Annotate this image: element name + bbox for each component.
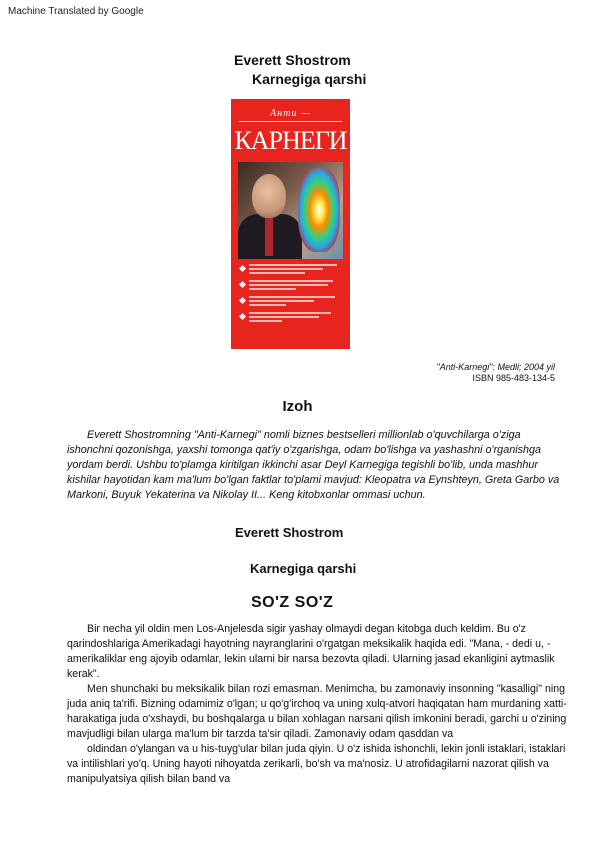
publisher-line: "Anti-Karnegi": Medli; 2004 yil — [436, 362, 555, 372]
cover-bullet — [240, 280, 342, 292]
cover-swirl-graphic — [298, 168, 340, 252]
cover-photo-face — [252, 174, 286, 218]
cover-bullet — [240, 312, 342, 324]
foreword-body — [67, 622, 569, 787]
annotation-text: Everett Shostromning "Anti-Karnegi" nomli biznes bestselleri millionlab o'quvchilarga o'ziga ishonchni qozonishga, yaxshi tomonga qat'iy o'zgarishga, odam bo'lishga va yashashni o'rganishga yordam berdi. Ushbu to'plamga kiritilgan ikkinchi asar Deyl Karnegiga tegishli bo'lib, unda mashhur kishilar hayotidan kam ma'lum bo'lgan faktlar to'plami mavjud: Kleopatra va Eynshteyn, Greta Garbo va Markoni, Buyuk Yekaterina va Nikolay II... Keng kitobxonlar ommasi uchun. — [67, 429, 560, 501]
section-author: Everett Shostrom — [235, 525, 344, 540]
foreword-heading: SO'Z SO'Z — [251, 594, 334, 611]
cover-divider — [239, 121, 342, 122]
book-title: Karnegiga qarshi — [252, 71, 367, 87]
cover-anti-label: Анти — — [270, 108, 311, 119]
cover-bullet-list — [240, 264, 342, 328]
publication-info — [437, 362, 555, 384]
cover-bullet — [240, 296, 342, 308]
paragraph: oldindan o'ylangan va u his-tuyg'ular bilan juda qiyin. U o'z ishida ishonchli, lekin jonli istaklari, istaklari va intilishlari yo'q. Uning hayoti nihoyatda zerikarli, bo'sh va ma'nosiz. U atrofidagilarni nazorat qilish va manipulyatsiya qilish bilan band va — [67, 743, 566, 785]
book-cover-image — [231, 99, 350, 349]
cover-photo-tie — [265, 216, 273, 256]
machine-translated-label: Machine Translated by Google — [8, 6, 144, 17]
paragraph: Men shunchaki bu meksikalik bilan rozi emasman. Menimcha, bu zamonaviy insonning "kasalligi" ning juda aniq ta'rifi. Bizning odamimiz o'lgan; u qo'g'irchoq va uning xulq-atvori haqiqatan ham murdaning xatti-harakatiga juda o'xshaydi, bu boshqalarga u bilan xohlagan narsani qilish imkonini beradi, garchi u o'zining mavjudligi bilan ularga ma'lum bir tarzda ta'sir qiladi. Zamonaviy odam qasddan va — [67, 683, 567, 740]
cover-bullet — [240, 264, 342, 276]
author-name: Everett Shostrom — [234, 52, 351, 68]
annotation-heading: Izoh — [282, 398, 313, 415]
isbn-line: ISBN 985-483-134-5 — [472, 373, 555, 383]
cover-title: КАРНЕГИ — [234, 126, 347, 155]
cover-photo — [238, 162, 343, 259]
section-title: Karnegiga qarshi — [250, 561, 357, 576]
paragraph: Bir necha yil oldin men Los-Anjelesda sigir yashay olmaydi degan kitobga duch keldim. Bu o'z qarindoshlariga Amerikadagi hayotning nayranglarini o'rgatgan meksikalik haqida edi. "Mana, - dedi u, - amerikaliklar eng ajoyib odamlar, lekin ularni bir narsa bezovta qiladi. Ularning jasad ekanligini aytmaslik kerak". — [67, 623, 555, 680]
